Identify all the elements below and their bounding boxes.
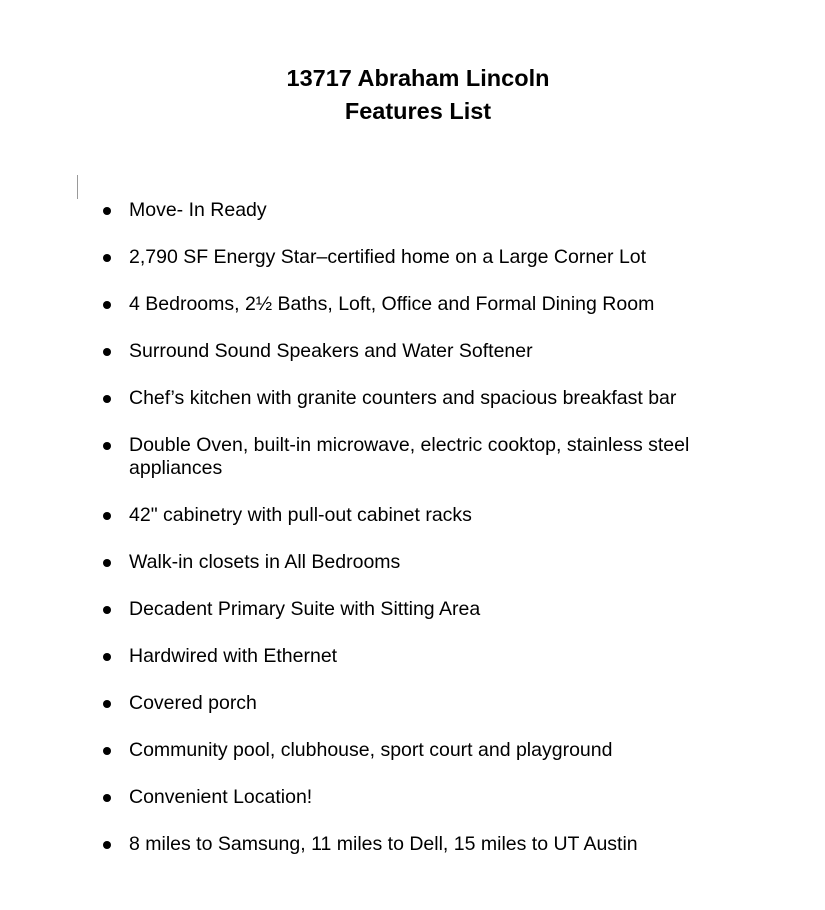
feature-item: [0, 293, 729, 316]
feature-item: [0, 504, 729, 527]
feature-text: 42" cabinetry with pull-out cabinet racks: [129, 504, 472, 526]
title-address: 13717 Abraham Lincoln: [286, 65, 550, 91]
feature-text: 8 miles to Samsung, 11 miles to Dell, 15 miles to UT Austin: [129, 833, 638, 855]
feature-item: [0, 199, 729, 222]
feature-text: Walk-in closets in All Bedrooms: [129, 551, 401, 573]
bullet-icon: [103, 559, 111, 567]
feature-text: Chef’s kitchen with granite counters and spacious breakfast bar: [129, 387, 677, 409]
bullet-icon: [103, 442, 111, 450]
feature-text: Hardwired with Ethernet: [129, 645, 338, 667]
feature-text: 2,790 SF Energy Star–certified home on a Large Corner Lot: [129, 246, 647, 268]
feature-text: Double Oven, built-in microwave, electric cooktop, stainless steel appliances: [129, 434, 690, 479]
title-subtitle: Features List: [344, 98, 492, 124]
bullet-icon: [103, 747, 111, 755]
feature-text: Community pool, clubhouse, sport court and playground: [129, 739, 613, 761]
feature-text: Covered porch: [129, 692, 257, 714]
feature-text: Convenient Location!: [129, 786, 313, 808]
feature-list: [0, 199, 760, 880]
bullet-icon: [103, 207, 111, 215]
feature-item: [0, 645, 729, 668]
feature-item: [0, 551, 729, 574]
feature-text: Surround Sound Speakers and Water Softener: [129, 340, 533, 362]
feature-item: [0, 387, 729, 410]
feature-item: [0, 692, 729, 715]
feature-text: Move- In Ready: [129, 199, 267, 221]
bullet-icon: [103, 395, 111, 403]
feature-text: Decadent Primary Suite with Sitting Area: [129, 598, 481, 620]
bullet-icon: [103, 653, 111, 661]
feature-item: [0, 833, 729, 856]
feature-item: [0, 340, 729, 363]
feature-item: [0, 786, 729, 809]
bullet-icon: [103, 348, 111, 356]
bullet-icon: [103, 700, 111, 708]
bullet-icon: [103, 794, 111, 802]
bullet-icon: [103, 512, 111, 520]
feature-item: [0, 246, 729, 269]
feature-item: [0, 739, 729, 762]
feature-text: 4 Bedrooms, 2½ Baths, Loft, Office and Formal Dining Room: [129, 293, 655, 315]
document-title: [0, 62, 825, 128]
bullet-icon: [103, 254, 111, 262]
bullet-icon: [103, 841, 111, 849]
bullet-icon: [103, 606, 111, 614]
text-cursor: [77, 175, 78, 199]
feature-item: [0, 598, 729, 621]
feature-item: [0, 434, 729, 480]
bullet-icon: [103, 301, 111, 309]
